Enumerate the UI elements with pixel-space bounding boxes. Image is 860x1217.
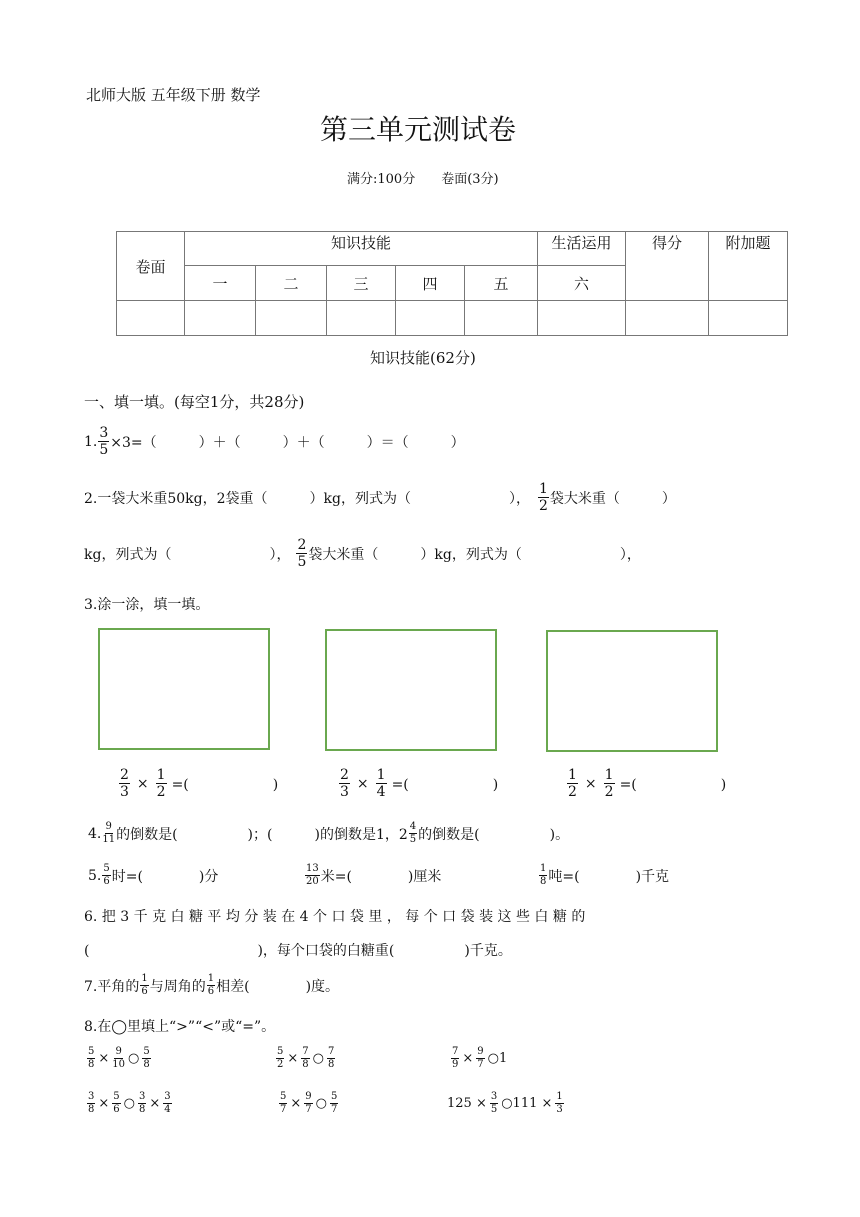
cell-num-1: 一 bbox=[185, 266, 256, 301]
expr-text: ○1 bbox=[487, 1051, 508, 1066]
fraction: $\frac{5}{7}$ bbox=[280, 1091, 287, 1115]
subtitle: 北师大版 五年级下册 数学 bbox=[86, 86, 261, 104]
fraction: $\frac{2}{5}$ bbox=[297, 537, 307, 570]
expr-text: ○111 × bbox=[501, 1096, 553, 1111]
score-cell[interactable] bbox=[465, 301, 538, 336]
question-7: 7.平角的 $\frac{1}{6}$ 与周角的 $\frac{1}{6}$ 相差( )度。 bbox=[84, 973, 340, 997]
score-cell[interactable] bbox=[709, 301, 788, 336]
shading-box-3[interactable] bbox=[546, 630, 718, 752]
fraction: $\frac{3}{8}$ bbox=[88, 1091, 95, 1115]
cell-num-5: 五 bbox=[465, 266, 538, 301]
expr-text: × bbox=[98, 1051, 110, 1066]
expression-3: $\frac{1}{2}$ × $\frac{1}{2}$ =( ) bbox=[568, 767, 727, 800]
question-5c: $\frac{1}{8}$ 吨=( )千克 bbox=[540, 863, 670, 887]
fraction: $\frac{1}{3}$ bbox=[556, 1091, 563, 1115]
question-3-title: 3.涂一涂，填一填。 bbox=[84, 597, 210, 613]
expr-text: × bbox=[98, 1096, 110, 1111]
compare-row-2-b bbox=[278, 1092, 339, 1115]
question-2-line-1: 2.一袋大米重50kg，2袋重（ ）kg，列式为（ ）， $\frac{1}{2}$ 袋大米重（ ） bbox=[84, 481, 676, 514]
compare-row-1-c bbox=[450, 1047, 509, 1070]
fraction: $\frac{7}{8}$ bbox=[302, 1046, 309, 1070]
question-2-line-2: kg，列式为（ ）， $\frac{2}{5}$ 袋大米重（ ）kg，列式为（ ）， bbox=[84, 537, 641, 570]
fraction: $\frac{5}{2}$ bbox=[277, 1046, 284, 1070]
fraction: $\frac{9}{7}$ bbox=[305, 1091, 312, 1115]
expr-text: 125 × bbox=[447, 1096, 487, 1111]
expr-text: × bbox=[462, 1051, 474, 1066]
score-cell[interactable] bbox=[327, 301, 396, 336]
expr-text: ○ bbox=[128, 1051, 140, 1066]
question-1: 1. $\frac{3}{5}$ ×3=（ ）＋（ ）＋（ ）＝（ ） bbox=[84, 425, 465, 458]
page-title: 第三单元测试卷 bbox=[320, 113, 517, 146]
cell-shenghuo: 生活运用 bbox=[538, 232, 626, 266]
expr-text: × bbox=[149, 1096, 161, 1111]
fraction: $\frac{3}{8}$ bbox=[139, 1091, 146, 1115]
score-info: 满分:100分 卷面(3分) bbox=[347, 172, 499, 187]
score-cell[interactable] bbox=[538, 301, 626, 336]
expr-text: × bbox=[287, 1051, 299, 1066]
fraction: $\frac{9}{10}$ bbox=[112, 1046, 126, 1070]
score-table bbox=[116, 231, 788, 336]
score-cell[interactable] bbox=[256, 301, 327, 336]
fraction: $\frac{7}{8}$ bbox=[328, 1046, 335, 1070]
question-6-line-1: 6. 把 3 千 克 白 糖 平 均 分 装 在 4 个 口 袋 里 ， 每 个 口 袋 装 这 些 白 糖 的 bbox=[84, 909, 586, 925]
cell-fujia: 附加题 bbox=[709, 232, 788, 301]
section-heading: 知识技能(62分) bbox=[370, 349, 476, 367]
cell-zhishi: 知识技能 bbox=[185, 232, 538, 266]
cell-num-2: 二 bbox=[256, 266, 327, 301]
score-cell[interactable] bbox=[626, 301, 709, 336]
expr-text: ○ bbox=[315, 1096, 327, 1111]
cell-juanmian: 卷面 bbox=[117, 232, 185, 301]
expr-text: × bbox=[290, 1096, 302, 1111]
score-cell[interactable] bbox=[396, 301, 465, 336]
fraction: $\frac{5}{8}$ bbox=[88, 1046, 95, 1070]
question-8-title: 8.在◯里填上“>”“<”或“=”。 bbox=[84, 1019, 276, 1035]
score-cell[interactable] bbox=[117, 301, 185, 336]
cell-num-4: 四 bbox=[396, 266, 465, 301]
expression-1: $\frac{2}{3}$ × $\frac{1}{2}$ =( ) bbox=[120, 767, 279, 800]
score-cell[interactable] bbox=[185, 301, 256, 336]
fraction: $\frac{7}{9}$ bbox=[452, 1046, 459, 1070]
fraction: $\frac{5}{8}$ bbox=[143, 1046, 150, 1070]
compare-row-1-b bbox=[275, 1047, 336, 1070]
question-6-line-2: ( )，每个口袋的白糖重( )千克。 bbox=[84, 943, 512, 959]
fraction: $\frac{3}{5}$ bbox=[490, 1091, 498, 1115]
fraction: $\frac{3}{5}$ bbox=[99, 425, 109, 458]
compare-row-2-c bbox=[445, 1092, 565, 1115]
question-5: 5. $\frac{5}{6}$ 时=( )分 bbox=[88, 863, 219, 887]
cell-num-3: 三 bbox=[327, 266, 396, 301]
compare-row-1-a bbox=[86, 1047, 152, 1070]
question-5b: $\frac{13}{20}$ 米=( )厘米 bbox=[306, 863, 442, 887]
question-4: 4. $\frac{9}{11}$ 的倒数是( )；( )的倒数是1，2 $\frac{4}{5}$ 的倒数是( )。 bbox=[88, 821, 570, 845]
expression-2: $\frac{2}{3}$ × $\frac{1}{4}$ =( ) bbox=[340, 767, 499, 800]
part-one-heading: 一、填一填。(每空1分，共28分) bbox=[84, 393, 305, 411]
fraction: $\frac{3}{4}$ bbox=[164, 1091, 171, 1115]
cell-defen: 得分 bbox=[626, 232, 709, 301]
fraction: $\frac{9}{7}$ bbox=[477, 1046, 484, 1070]
expr-text: ○ bbox=[312, 1051, 324, 1066]
fraction: $\frac{5}{6}$ bbox=[113, 1091, 120, 1115]
cell-num-6: 六 bbox=[538, 266, 626, 301]
shading-box-1[interactable] bbox=[98, 628, 270, 750]
expr-text: ○ bbox=[123, 1096, 135, 1111]
fraction: $\frac{5}{7}$ bbox=[331, 1091, 338, 1115]
shading-box-2[interactable] bbox=[325, 629, 497, 751]
fraction: $\frac{1}{2}$ bbox=[538, 481, 548, 514]
compare-row-2-a bbox=[86, 1092, 173, 1115]
